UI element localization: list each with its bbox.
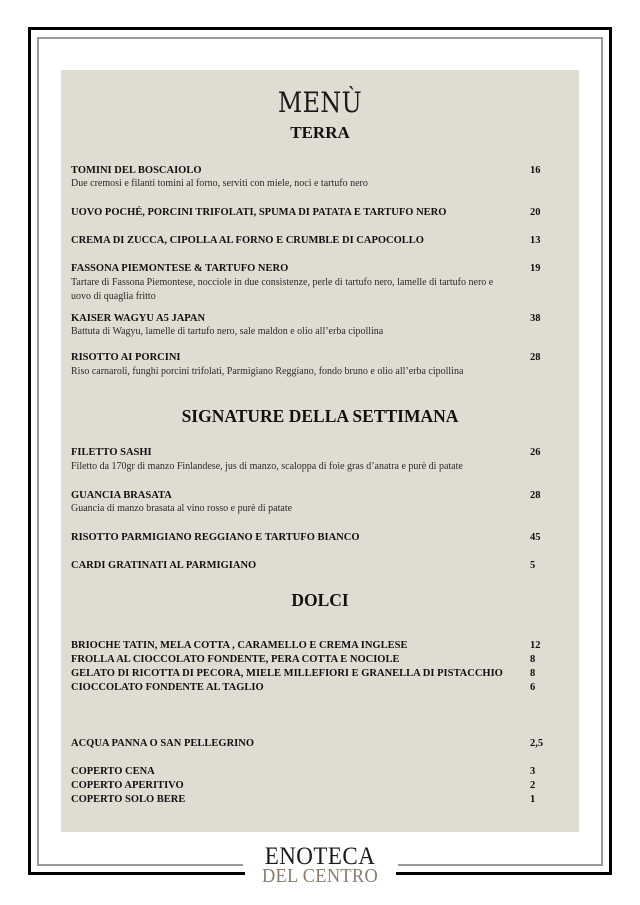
menu-item-price: 28 (530, 352, 541, 363)
menu-item-price: 1 (530, 794, 536, 805)
menu-item-price: 26 (530, 447, 541, 458)
menu-item-price: 6 (530, 682, 536, 693)
menu-item-name: GELATO DI RICOTTA DI PECORA, MIELE MILLEFIORI E GRANELLA DI PISTACCHIO (71, 668, 503, 679)
menu-item-price: 5 (530, 560, 536, 571)
outer-frame-bottom-left (28, 872, 245, 875)
menu-item-price: 45 (530, 532, 541, 543)
menu-item-name: CREMA DI ZUCCA, CIPOLLA AL FORNO E CRUMBLE DI CAPOCOLLO (71, 235, 424, 246)
menu-item-price: 13 (530, 235, 541, 246)
menu-item-name: CARDI GRATINATI AL PARMIGIANO (71, 560, 257, 571)
outer-frame-bottom-right (396, 872, 612, 875)
logo-del-centro: DEL CENTRO (261, 865, 379, 887)
section-heading-dolci: DOLCI (291, 590, 349, 610)
menu-item-name: FILETTO SASHI (71, 447, 152, 458)
section-heading-terra: TERRA (290, 123, 350, 142)
menu-item-name: CIOCCOLATO FONDENTE AL TAGLIO (71, 682, 264, 693)
menu-item-price: 28 (530, 490, 541, 501)
menu-item-name: GUANCIA BRASATA (71, 490, 172, 501)
menu-item-price: 3 (530, 766, 536, 777)
menu-item-description: Filetto da 170gr di manzo Finlandese, jus di manzo, scaloppa di foie gras d’anatra e purè di patate (71, 461, 463, 472)
menu-item-description: Battuta di Wagyu, lamelle di tartufo nero, sale maldon e olio all’erba cipollina (71, 326, 384, 337)
menu-item-price: 38 (530, 313, 541, 324)
menu-item-price: 12 (530, 640, 541, 651)
logo-enoteca: ENOTECA (264, 843, 376, 870)
menu-item-description-line-1: Tartare di Fassona Piemontese, nocciole in due consistenze, perle di tartufo nero, lamelle di tartufo nero e (71, 277, 494, 288)
menu-item-name: ACQUA PANNA O SAN PELLEGRINO (71, 738, 254, 749)
menu-item-description: Riso carnaroli, funghi porcini trifolati, Parmigiano Reggiano, fondo bruno e olio all’erba cipollina (71, 366, 464, 377)
menu-item-price: 19 (530, 263, 541, 274)
menu-item-price: 2 (530, 780, 536, 791)
menu-item-price: 2,5 (530, 738, 544, 749)
menu-title: MENÙ (277, 86, 363, 119)
menu-item-name: COPERTO APERITIVO (71, 780, 184, 791)
menu-item-price: 20 (530, 207, 541, 218)
inner-frame-bottom-left (37, 864, 243, 866)
menu-item-name: RISOTTO PARMIGIANO REGGIANO E TARTUFO BIANCO (71, 532, 360, 543)
menu-item-price: 8 (530, 654, 536, 665)
menu-item-name: BRIOCHE TATIN, MELA COTTA , CARAMELLO E CREMA INGLESE (71, 640, 408, 651)
menu-item-name: TOMINI DEL BOSCAIOLO (71, 165, 202, 176)
menu-item-name: FROLLA AL CIOCCOLATO FONDENTE, PERA COTTA E NOCIOLE (71, 654, 400, 665)
menu-item-name: UOVO POCHÉ, PORCINI TRIFOLATI, SPUMA DI PATATA E TARTUFO NERO (71, 207, 447, 218)
menu-item-name: RISOTTO AI PORCINI (71, 352, 181, 363)
menu-item-name: COPERTO SOLO BERE (71, 794, 186, 805)
menu-item-name: FASSONA PIEMONTESE & TARTUFO NERO (71, 263, 289, 274)
section-heading-signature: SIGNATURE DELLA SETTIMANA (181, 406, 459, 426)
inner-frame-bottom-right (398, 864, 603, 866)
menu-item-name: COPERTO CENA (71, 766, 155, 777)
menu-item-description: Guancia di manzo brasata al vino rosso e purè di patate (71, 503, 293, 514)
menu-item-name: KAISER WAGYU A5 JAPAN (71, 313, 206, 324)
menu-item-price: 16 (530, 165, 541, 176)
menu-item-description-line-2: uovo di quaglia fritto (71, 291, 156, 302)
menu-item-description: Due cremosi e filanti tomini al forno, serviti con miele, noci e tartufo nero (71, 178, 368, 189)
menu-item-price: 8 (530, 668, 536, 679)
